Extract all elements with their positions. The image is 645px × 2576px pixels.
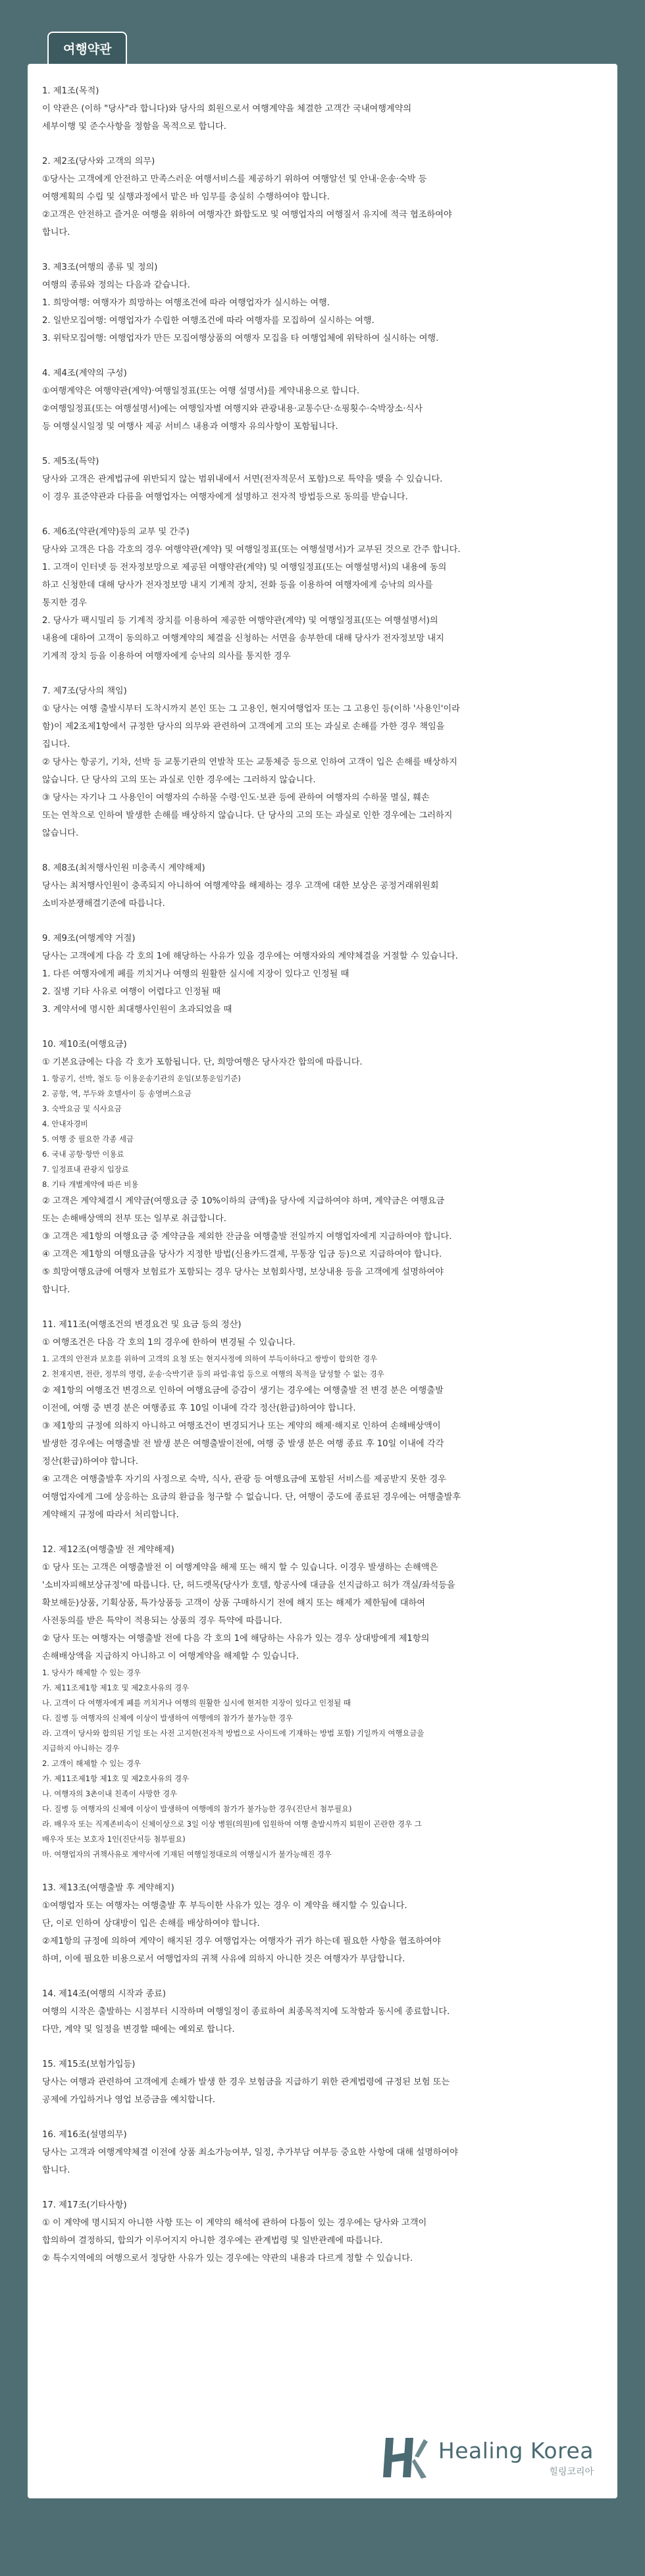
- article-line: ① 당사는 여행 출발시부터 도착시까지 본인 또는 그 고용인, 현지여행업자 또는 그 고용인 등(이하 '사용인'이라: [42, 704, 460, 714]
- brand-name-en: Healing Korea: [438, 2437, 594, 2463]
- article-line: 당사는 여행과 관련하여 고객에게 손해가 발생 한 경우 보험금을 지급하기 위한 관계법령에 규정된 보험 또는: [42, 2077, 450, 2087]
- article-line: 않습니다.: [42, 828, 79, 838]
- article-line: 사전동의를 받은 특약이 적용되는 상품의 경우 특약에 따릅니다.: [42, 1616, 282, 1626]
- article-subitem: 라. 고객이 당사와 합의된 기일 또는 사전 고지한(전자적 방법으로 사이트에 기재하는 방법 포함) 기일까지 여행요금을: [42, 1729, 425, 1738]
- article-subitem: 배우자 또는 보호자 1인(진단서등 첨부필요): [42, 1834, 186, 1844]
- article-title: 7. 제7조(당사의 책임): [42, 686, 127, 696]
- terms-article: [42, 1985, 603, 2038]
- article-line: ① 기본요금에는 다음 각 호가 포함됩니다. 단, 희망여행은 당사자간 합의에 따릅니다.: [42, 1057, 363, 1067]
- article-subitem: 다. 질병 등 여행자의 신체에 이상이 발생하여 여행에의 참가가 불가능한 경우(진단서 첨부필요): [42, 1804, 352, 1813]
- article-subitem: 2. 천재지변, 전란, 정부의 명령, 운송·숙박기관 등의 파업·휴업 등으로 여행의 목적을 달성할 수 없는 경우: [42, 1369, 384, 1378]
- hk-monogram-logo-icon: [379, 2433, 429, 2483]
- article-title: 2. 제2조(당사와 고객의 의무): [42, 157, 155, 166]
- article-subitem: 3. 숙박요금 및 식사요금: [42, 1104, 122, 1113]
- article-line: ⑤ 희망여행요금에 여행자 보험료가 포함되는 경우 당사는 보험회사명, 보상내용 등을 고객에게 설명하여야: [42, 1267, 444, 1277]
- article-subitem: 라. 배우자 또는 직계존비속이 신체이상으로 3일 이상 병원(의원)에 입원하여 여행 출발시까지 퇴원이 곤란한 경우 그: [42, 1819, 422, 1829]
- article-subitem: 5. 여행 중 필요한 각종 세금: [42, 1134, 134, 1144]
- article-line: 합의하여 결정하되, 합의가 이루어지지 아니한 경우에는 관계법령 및 일반관례에 따릅니다.: [42, 2236, 383, 2246]
- terms-article: [42, 2196, 603, 2267]
- article-title: 17. 제17조(기타사항): [42, 2200, 127, 2210]
- terms-article: [42, 453, 603, 506]
- article-line: 소비자분쟁해결기준에 따릅니다.: [42, 899, 165, 909]
- article-subitem: 나. 여행자의 3촌이내 친족이 사망한 경우: [42, 1789, 178, 1798]
- article-line: 내용에 대하여 고객이 동의하고 여행계약의 체결을 신청하는 서면을 송부한데 대해 당사가 전자정보망 내지: [42, 634, 444, 644]
- article-title: 6. 제6조(약관(계약)등의 교부 및 간주): [42, 527, 190, 537]
- article-line: ① 여행조건은 다음 각 호의 1의 경우에 한하여 변경될 수 있습니다.: [42, 1338, 296, 1348]
- article-line: 집니다.: [42, 740, 70, 749]
- article-line: ④ 고객은 여행출발후 자기의 사정으로 숙박, 식사, 관광 등 여행요금에 포함된 서비스를 제공받지 못한 경우: [42, 1475, 446, 1484]
- article-line: 통지한 경우: [42, 598, 87, 608]
- article-line: 당사는 고객과 여행계약체결 이전에 상품 최소가능여부, 일정, 추가부담 여부등 중요한 사항에 대해 설명하여야: [42, 2148, 458, 2158]
- article-line: 공제에 가입하거나 영업 보증금을 예치합니다.: [42, 2095, 216, 2105]
- article-line: 당사와 고객은 관계법규에 위반되지 않는 범위내에서 서면(전자적문서 포함)으로 특약을 맺을 수 있습니다.: [42, 474, 443, 484]
- terms-card: [28, 64, 617, 2498]
- article-line: ② 당사는 항공기, 기차, 선박 등 교통기관의 연발착 또는 교통체증 등으로 인하여 고객이 입은 손해를 배상하지: [42, 757, 457, 767]
- article-line: ②제1항의 규정에 의하여 계약이 해지된 경우 여행업자는 여행자가 귀가 하는데 필요한 사항을 협조하여야: [42, 1936, 441, 1946]
- article-line: 다만, 계약 및 일정을 변경할 때에는 예외로 합니다.: [42, 2025, 235, 2034]
- article-line: 2. 질병 기타 사유로 여행이 어렵다고 인정될 때: [42, 987, 221, 997]
- brand-logo: [379, 2433, 594, 2483]
- article-line: 여행계획의 수립 및 실행과정에서 맡은 바 임무를 충실히 수행하여야 합니다.: [42, 192, 330, 202]
- article-line: 않습니다. 단 당사의 고의 또는 과실로 인한 경우에는 그러하지 않습니다.: [42, 775, 316, 785]
- article-title: 3. 제3조(여행의 종류 및 정의): [42, 263, 158, 272]
- article-title: 4. 제4조(계약의 구성): [42, 368, 127, 378]
- terms-articles: [42, 82, 603, 2267]
- article-line: 손해배상액을 지급하지 아니하고 이 여행계약을 해제할 수 있습니다.: [42, 1652, 299, 1661]
- article-title: 13. 제13조(여행출발 후 계약해지): [42, 1883, 174, 1893]
- article-line: 정산(환급)하여야 합니다.: [42, 1457, 139, 1467]
- article-title: 14. 제14조(여행의 시작과 종료): [42, 1989, 167, 1999]
- article-line: 당사는 최저행사인원이 충족되지 아니하여 여행계약을 해제하는 경우 고객에 대한 보상은 공정거래위원회: [42, 881, 439, 891]
- terms-article: [42, 153, 603, 241]
- article-line: 여행의 시작은 출발하는 시점부터 시작하며 여행일정이 종료하여 최종목적지에 도착함과 동시에 종료합니다.: [42, 2007, 450, 2017]
- article-subitem: 6. 국내 공항·항만 이용료: [42, 1149, 124, 1159]
- brand-text: [438, 2438, 594, 2478]
- article-line: 세부이행 및 준수사항을 정함을 목적으로 합니다.: [42, 122, 226, 132]
- article-line: 당사와 고객은 다음 각호의 경우 여행약관(계약) 및 여행일정표(또는 여행설명서)가 교부된 것으로 간주 합니다.: [42, 545, 461, 555]
- article-line: ①여행계약은 여행약관(계약)·여행일정표(또는 여행 설명서)를 계약내용으로 합니다.: [42, 386, 360, 396]
- article-line: 2. 일반모집여행: 여행업자가 수립한 여행조건에 따라 여행자를 모집하여 실시하는 여행.: [42, 316, 374, 326]
- article-line: 하고 신청한데 대해 당사가 전자정보망 내지 기계적 장치, 전화 등을 이용하여 여행자에게 승낙의 의사를: [42, 580, 433, 590]
- article-line: ③ 제1항의 규정에 의하지 아니하고 여행조건이 변경되거나 또는 계약의 해제·해지로 인하여 손해배상액이: [42, 1421, 441, 1431]
- article-line: ② 당사 또는 여행자는 여행출발 전에 다음 각 호의 1에 해당하는 사유가 있는 경우 상대방에게 제1항의: [42, 1634, 430, 1644]
- article-subitem: 가. 제11조제1항 제1호 및 제2호사유의 경우: [42, 1774, 190, 1783]
- terms-article: [42, 365, 603, 436]
- article-line: 1. 고객이 인터넷 등 전자정보망으로 제공된 여행약관(계약) 및 여행일정표(또는 여행설명서)의 내용에 동의: [42, 563, 447, 572]
- article-line: 발생한 경우에는 여행출발 전 발생 분은 여행출발이전에, 여행 중 발생 분은 여행 종료 후 10일 이내에 각각: [42, 1439, 444, 1449]
- article-subitem: 2. 고객이 해제할 수 있는 경우: [42, 1759, 142, 1768]
- brand-name-ko: 힐링코리아: [549, 2466, 594, 2477]
- article-line: 하며, 이에 필요한 비용으로서 여행업자의 귀책 사유에 의하지 아니한 것은 여행자가 부담합니다.: [42, 1954, 405, 1964]
- article-subitem: 가. 제11조제1항 제1호 및 제2호사유의 경우: [42, 1683, 190, 1692]
- article-title: 10. 제10조(여행요금): [42, 1040, 127, 1049]
- article-line: ②여행일정표(또는 여행설명서)에는 여행일자별 여행지와 관광내용·교통수단·쇼핑횟수·숙박장소·식사: [42, 404, 423, 414]
- article-line: 1. 희망여행: 여행자가 희망하는 여행조건에 따라 여행업자가 실시하는 여행.: [42, 298, 330, 308]
- terms-article: [42, 930, 603, 1019]
- article-line: '소비자피해보상규정'에 따릅니다. 단, 허드렛목(당사가 호텔, 항공사에 대금을 선지급하고 허가 객실/좌석등을: [42, 1580, 455, 1590]
- article-subitem: 1. 항공기, 선박, 철도 등 이용운송기관의 운임(보통운임기준): [42, 1074, 241, 1083]
- article-subitem: 1. 당사가 해제할 수 있는 경우: [42, 1668, 142, 1677]
- article-line: 이전에, 여행 중 변경 분은 여행종료 후 10일 이내에 각각 정산(환급)하여야 합니다.: [42, 1403, 356, 1413]
- terms-article: [42, 682, 603, 842]
- article-line: ①당사는 고객에게 안전하고 만족스러운 여행서비스를 제공하기 위하여 여행알선 및 안내·운송·숙박 등: [42, 174, 427, 184]
- article-line: 이 약관은 (이하 "당사"라 합니다)와 당사의 회원으로서 여행계약을 체결한 고객간 국내여행계약의: [42, 104, 412, 114]
- article-line: ②고객은 안전하고 즐거운 여행을 위하여 여행자간 화합도모 및 여행업자의 여행질서 유지에 적극 협조하여야: [42, 210, 452, 220]
- terms-article: [42, 523, 603, 665]
- article-line: 여행의 종류와 정의는 다음과 같습니다.: [42, 280, 190, 290]
- article-line: ① 이 계약에 명시되지 아니한 사항 또는 이 계약의 해석에 관하여 다툼이 있는 경우에는 당사와 고객이: [42, 2218, 427, 2228]
- article-line: ① 당사 또는 고객은 여행출발전 이 여행계약을 해제 또는 해지 할 수 있습니다. 이경우 발생하는 손해액은: [42, 1563, 438, 1573]
- article-line: 합니다.: [42, 2165, 70, 2175]
- article-line: 1. 다른 여행자에게 폐를 끼치거나 여행의 원활한 실시에 지장이 있다고 인정될 때: [42, 969, 349, 979]
- article-line: ② 제1항의 여행조건 변경으로 인하여 여행요금에 증감이 생기는 경우에는 여행출발 전 변경 분은 여행출발: [42, 1386, 444, 1396]
- article-subitem: 2. 공항, 역, 부두와 호텔사이 등 송영버스요금: [42, 1089, 192, 1098]
- article-title: 8. 제8조(최저행사인원 미충족시 계약해제): [42, 863, 205, 873]
- article-line: ③ 당사는 자기나 그 사용인이 여행자의 수하물 수령·인도·보관 등에 관하여 여행자의 수하물 멸실, 훼손: [42, 793, 430, 803]
- article-subitem: 8. 기타 개별계약에 따른 비용: [42, 1180, 139, 1189]
- article-line: ④ 고객은 제1항의 여행요금을 당사가 지정한 방법(신용카드결제, 무통장 입금 등)으로 지급하여야 합니다.: [42, 1250, 442, 1259]
- article-line: 또는 연착으로 인하여 발생한 손해를 배상하지 않습니다. 단 당사의 고의 또는 과실로 인한 경우에는 그러하지: [42, 811, 453, 821]
- article-subitem: 지급하지 아니하는 경우: [42, 1744, 120, 1753]
- terms-article: [42, 1316, 603, 1524]
- article-subitem: 다. 질병 등 여행자의 신체에 이상이 발생하여 여행에의 참가가 불가능한 경우: [42, 1713, 293, 1723]
- terms-article: [42, 2126, 603, 2179]
- article-line: 3. 위탁모집여행: 여행업자가 만든 모집여행상품의 여행자 모집을 타 여행업체에 위탁하여 실시하는 여행.: [42, 334, 439, 343]
- terms-article: [42, 2056, 603, 2109]
- article-line: 확보해둔)상품, 기획상품, 특가상품등 고객이 상품 구매하시기 전에 해지 또는 해제가 제한됨에 대하여: [42, 1598, 425, 1608]
- article-line: 등 여행실시일정 및 여행사 제공 서비스 내용과 여행자 유의사항이 포함됩니다.: [42, 422, 338, 432]
- article-title: 1. 제1조(목적): [42, 86, 99, 96]
- article-subitem: 7. 일정표내 관광지 입장료: [42, 1165, 129, 1174]
- terms-article: [42, 859, 603, 913]
- article-line: ② 고객은 계약체결시 계약금(여행요금 중 10%이하의 금액)을 당사에 지급하여야 하며, 계약금은 여행요금: [42, 1196, 445, 1206]
- article-line: ①여행업자 또는 여행자는 여행출발 후 부득이한 사유가 있는 경우 이 계약을 해지할 수 있습니다.: [42, 1901, 407, 1911]
- article-subitem: 1. 고객의 안전과 보호를 위하여 고객의 요청 또는 현지사정에 의하여 부득이하다고 쌍방이 합의한 경우: [42, 1354, 378, 1363]
- article-title: 16. 제16조(설명의무): [42, 2130, 127, 2140]
- article-line: 또는 손해배상액의 전부 또는 일부로 취급합니다.: [42, 1214, 226, 1224]
- article-line: 합니다.: [42, 228, 70, 238]
- article-line: ③ 고객은 제1항의 여행요금 중 계약금을 제외한 잔금을 여행출발 전일까지 여행업자에게 지급하여야 합니다.: [42, 1232, 452, 1242]
- article-title: 11. 제11조(여행조건의 변경요건 및 요금 등의 정산): [42, 1320, 242, 1330]
- article-line: 3. 계약서에 명시한 최대행사인원이 초과되었을 때: [42, 1005, 232, 1015]
- article-subitem: 마. 여행업자의 귀책사유로 계약서에 기재된 여행일정대로의 여행실시가 불가능해진 경우: [42, 1850, 332, 1859]
- article-title: 15. 제15조(보험가입등): [42, 2059, 136, 2069]
- article-line: 2. 당사가 팩시밀리 등 기계적 장치를 이용하여 제공한 여행약관(계약) 및 여행일정표(또는 여행설명서)의: [42, 616, 438, 626]
- terms-article: [42, 82, 603, 136]
- terms-article: [42, 1879, 603, 1968]
- article-line: 여행업자에게 그에 상응하는 요금의 환급을 청구할 수 없습니다. 단, 여행이 중도에 종료된 경우에는 여행출발후: [42, 1492, 461, 1502]
- article-line: ② 특수지역에의 여행으로서 정당한 사유가 있는 경우에는 약관의 내용과 다르게 정할 수 있습니다.: [42, 2254, 413, 2263]
- terms-tab-title: 여행약관: [47, 32, 127, 64]
- article-title: 5. 제5조(특약): [42, 457, 99, 467]
- article-line: 이 경우 표준약관과 다름을 여행업자는 여행자에게 설명하고 전자적 방법등으로 동의를 받습니다.: [42, 492, 408, 502]
- terms-article: [42, 1541, 603, 1862]
- article-line: 기계적 장치 등을 이용하여 여행자에게 승낙의 의사를 통지한 경우: [42, 651, 291, 661]
- article-subitem: 나. 고객이 다 여행자에게 폐를 끼치거나 여행의 원활한 실시에 현저한 지장이 있다고 인정될 때: [42, 1698, 351, 1707]
- footer: [28, 2426, 617, 2498]
- article-subitem: 4. 안내자경비: [42, 1119, 88, 1128]
- article-line: 단, 이로 인하여 상대방이 입은 손해를 배상하여야 합니다.: [42, 1919, 260, 1929]
- article-line: 계약해지 규정에 따라서 처리합니다.: [42, 1510, 179, 1520]
- article-title: 9. 제9조(여행계약 거절): [42, 934, 136, 944]
- article-line: 합니다.: [42, 1285, 70, 1295]
- article-line: 당사는 고객에게 다음 각 호의 1에 해당하는 사유가 있을 경우에는 여행자와의 계약체결을 거절할 수 있습니다.: [42, 951, 458, 961]
- terms-article: [42, 1036, 603, 1299]
- article-line: 함)이 제2조제1항에서 규정한 당사의 의무와 관련하여 고객에게 고의 또는 과실로 손해를 가한 경우 책임을: [42, 722, 445, 732]
- terms-article: [42, 259, 603, 347]
- article-title: 12. 제12조(여행출발 전 계약해제): [42, 1545, 174, 1555]
